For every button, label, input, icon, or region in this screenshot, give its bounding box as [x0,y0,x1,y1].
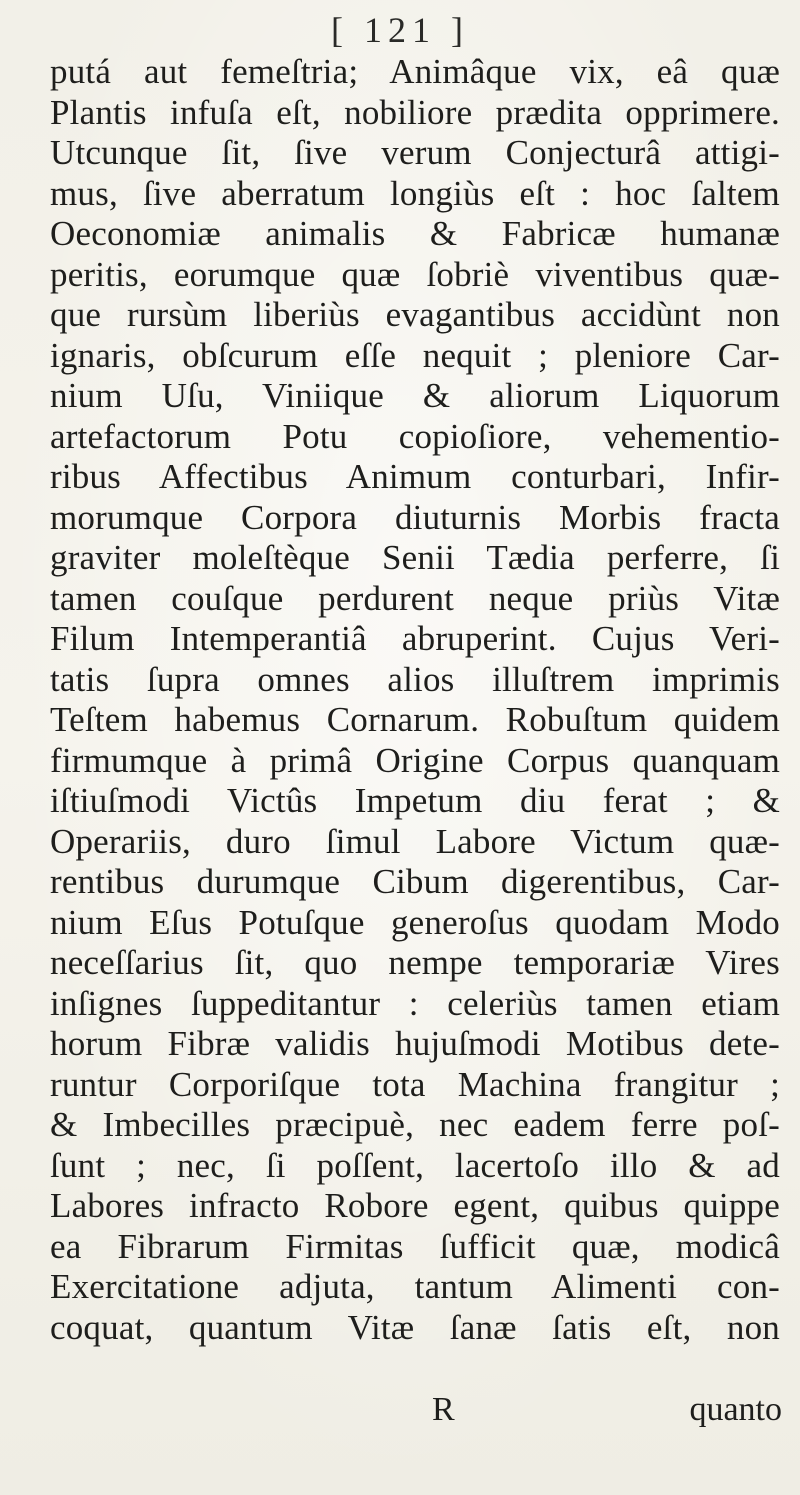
signature-mark: R [432,1391,455,1428]
text-line: inſignes ſuppeditantur : celeriùs tamen etiam [50,983,780,1023]
text-line: Plantis infuſa eſt, nobiliore prædita opprimere. [50,92,780,132]
text-line: neceſſarius ſit, quo nempe temporariæ Vires [50,943,780,982]
text-line: horum Fibræ validis hujuſmodi Motibus dete- [50,1024,780,1063]
text-line: ſunt ; nec, ſi poſſent, lacertoſo illo & ad [50,1145,780,1185]
text-line: runtur Corporiſque tota Machina frangitur ; [50,1064,780,1104]
text-line: que rursùm liberiùs evagantibus accidùnt non [50,295,780,334]
text-line: ea Fibrarum Firmitas ſufficit quæ, modicâ [50,1226,780,1266]
text-line: nium Eſus Potuſque generoſus quodam Modo [50,902,780,942]
text-line: firmumque à primâ Origine Corpus quanquam [50,740,780,780]
body-text [50,52,780,1348]
text-line: rentibus durumque Cibum digerentibus, Car- [50,862,780,901]
text-line: morumque Corpora diuturnis Morbis fracta [50,497,780,537]
text-line: tatis ſupra omnes alios illuſtrem imprimis [50,659,780,699]
text-line: & Imbecilles præcipuè, nec eadem ferre poſ- [50,1105,780,1144]
page-footer [0,1388,800,1432]
text-line: iſtiuſmodi Victûs Impetum diu ferat ; & [50,781,780,820]
text-line: mus, ſive aberratum longiùs eſt : hoc ſaltem [50,173,780,213]
text-line: ribus Affectibus Animum conturbari, Infir- [50,457,780,496]
text-line: graviter moleſtèque Senii Tædia perferre, ſi [50,538,780,577]
page-number: [ 121 ] [331,10,469,50]
text-line: ignaris, obſcurum eſſe nequit ; pleniore Car- [50,335,780,375]
text-line: Filum Intemperantiâ abruperint. Cujus Veri- [50,619,780,658]
catchword: quanto [689,1391,782,1428]
text-line: coquat, quantum Vitæ ſanæ ſatis eſt, non [50,1307,780,1347]
text-line: putá aut femeſtria; Animâque vix, eâ quæ [50,52,780,91]
text-line: Oeconomiæ animalis & Fabricæ humanæ [50,214,780,253]
text-line: Operariis, duro ſimul Labore Victum quæ- [50,821,780,861]
text-line: peritis, eorumque quæ ſobriè viventibus quæ- [50,254,780,294]
text-line: Exercitatione adjuta, tantum Alimenti con- [50,1267,780,1306]
text-line: Utcunque ſit, ſive verum Conjecturâ attigi- [50,133,780,172]
page-header [0,6,800,54]
text-line: artefactorum Potu copioſiore, vehementio- [50,416,780,456]
text-line: nium Uſu, Viniique & aliorum Liquorum [50,376,780,415]
text-line: tamen couſque perdurent neque priùs Vitæ [50,578,780,618]
text-line: Teſtem habemus Cornarum. Robuſtum quidem [50,700,780,739]
text-line: Labores infracto Robore egent, quibus quippe [50,1186,780,1225]
